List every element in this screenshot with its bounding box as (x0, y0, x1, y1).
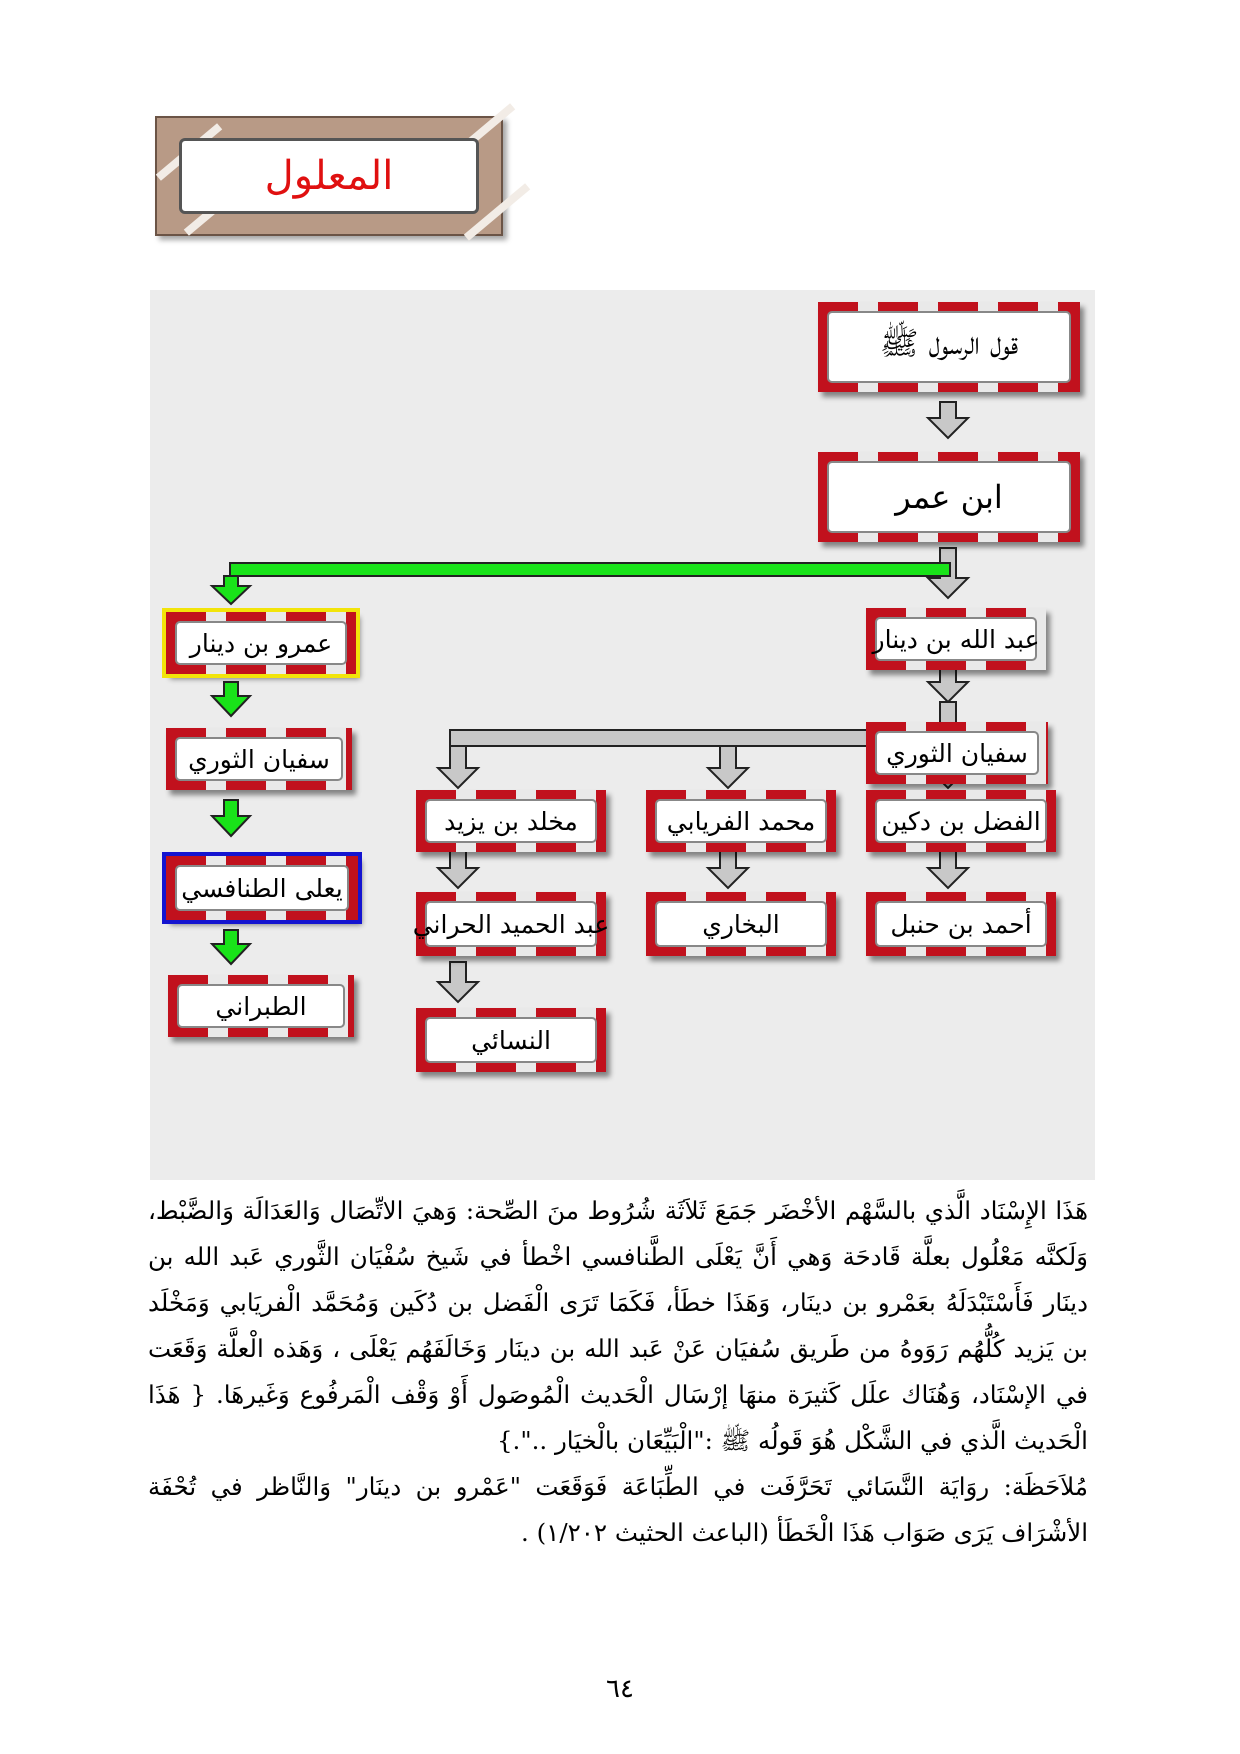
arrow-green-amr-sufyan (212, 682, 250, 716)
node-ibn-umar (818, 452, 1080, 542)
arrow-green-sufyan-yala (212, 800, 250, 836)
node-fadl (866, 790, 1056, 852)
arrow-prophet-ibnumar (928, 402, 968, 438)
page-number: ٦٤ (606, 1674, 634, 1704)
node-bukhari-label: البخاري (655, 901, 827, 947)
arrow-sufyan-makhlad (438, 746, 478, 788)
node-ahmad-label: أحمد بن حنبل (875, 901, 1047, 947)
arrow-abdullah-sufyan (928, 665, 968, 702)
arrow-makhlad-harrani (438, 850, 478, 888)
node-ibn-umar-label: ابن عمر (827, 461, 1071, 533)
arrow-green-bar (230, 563, 950, 576)
arrow-harrani-nasai (438, 962, 478, 1002)
page-title: المعلول (264, 153, 394, 199)
node-makhlad (416, 790, 606, 852)
node-sufyan-left-label: سفيان الثوري (175, 737, 343, 781)
arrow-green-yala-tabarani (212, 930, 250, 964)
node-bukhari (646, 892, 836, 956)
node-amr-dinar (166, 612, 356, 674)
node-prophet (818, 302, 1080, 392)
node-nasai (416, 1008, 606, 1072)
node-nasai-label: النسائي (425, 1017, 597, 1063)
node-harrani (412, 892, 610, 956)
node-sufyan-left (166, 728, 352, 790)
arrow-green-down-amr (212, 576, 250, 604)
node-tabarani-label: الطبراني (177, 984, 345, 1028)
node-makhlad-label: مخلد بن يزيد (425, 799, 597, 843)
node-prophet-label: قول الرسول ﷺ (827, 311, 1071, 383)
arrow-faryabi-bukhari (708, 850, 748, 888)
isnad-diagram (150, 290, 1095, 1180)
node-sufyan-right (866, 722, 1048, 784)
paragraph-explanation: هَذَا الإِسْنَاد الَّذي بالسَّهْم الأخْضَر جَمَعَ ثَلاَثَة شُرُوط منَ الصِّحة: وَهيَ الاتِّصَال وَالعَدَالَة وَالضَّبْط، وَلَكنَّه مَعْلُول بعلَّة قَادحَة وَهي أَنَّ يَعْلَى الطَّنافسي اخْطأ في شَيخ سُفْيَان الثَّوري عَبد الله بن دينَار فَأَسْتَبْدَلَهُ بعَمْرو بن دينَار، وَهَذَا خطَأ، فَكَمَا تَرَى الْفَضل بن دُكَين وَمُحَمَّد الْفريَابي وَمَخْلَد بن يَزيد كُلُّهُم رَوَوهُ من طَريق سُفيَان عَنْ عَبد الله بن دينَار وَخَالَفَهُم يَعْلَى ، وَهَذه الْعلَّة وَقَعَت في الإسْنَاد، وَهُنَاك علَل كَثيرَة منهَا إرْسَال الْحَديث الْمُوصَول أَوْ وَقْف الْمَرفُوع وَغَيرهَا. { هَذَا الْحَديث الَّذي في الشَّكْل هُوَ قَولُه ﷺ :"الْبَيِّعَان بالْخيَار ..".} (148, 1196, 1088, 1455)
node-amr-dinar-label: عمرو بن دينار (175, 621, 347, 665)
node-faryabi (646, 790, 836, 852)
node-abdullah-dinar-label: عبد الله بن دينار (875, 617, 1037, 661)
node-faryabi-label: محمد الفريابي (655, 799, 827, 843)
node-sufyan-right-label: سفيان الثوري (875, 731, 1039, 775)
node-tabarani (168, 975, 354, 1037)
node-yala-label: يعلى الطنافسي (175, 865, 349, 911)
title-banner (155, 116, 503, 236)
node-abdullah-dinar (866, 608, 1046, 670)
arrow-fadl-ahmad (928, 850, 968, 888)
node-yala (166, 856, 358, 920)
title-box (179, 138, 479, 214)
node-harrani-label: عبد الحميد الحراني (425, 901, 597, 947)
body-text (148, 1188, 1088, 1556)
arrow-sufyan-faryabi (708, 746, 748, 788)
node-ahmad (866, 892, 1056, 956)
paragraph-note: مُلاَحَظَة: روَايَة النَّسَائي تَحَرَّفَت في الطِّبَاعَة فَوَقَعَت "عَمْرو بن دينَار" وَالنَّاظر في تُحْفَة الأشْرَاف يَرَى صَوَاب هَذَا الْخَطَأ (الباعث الحثيث ١/٢٠٢) . (148, 1472, 1088, 1547)
node-fadl-label: الفضل بن دكين (875, 799, 1047, 843)
